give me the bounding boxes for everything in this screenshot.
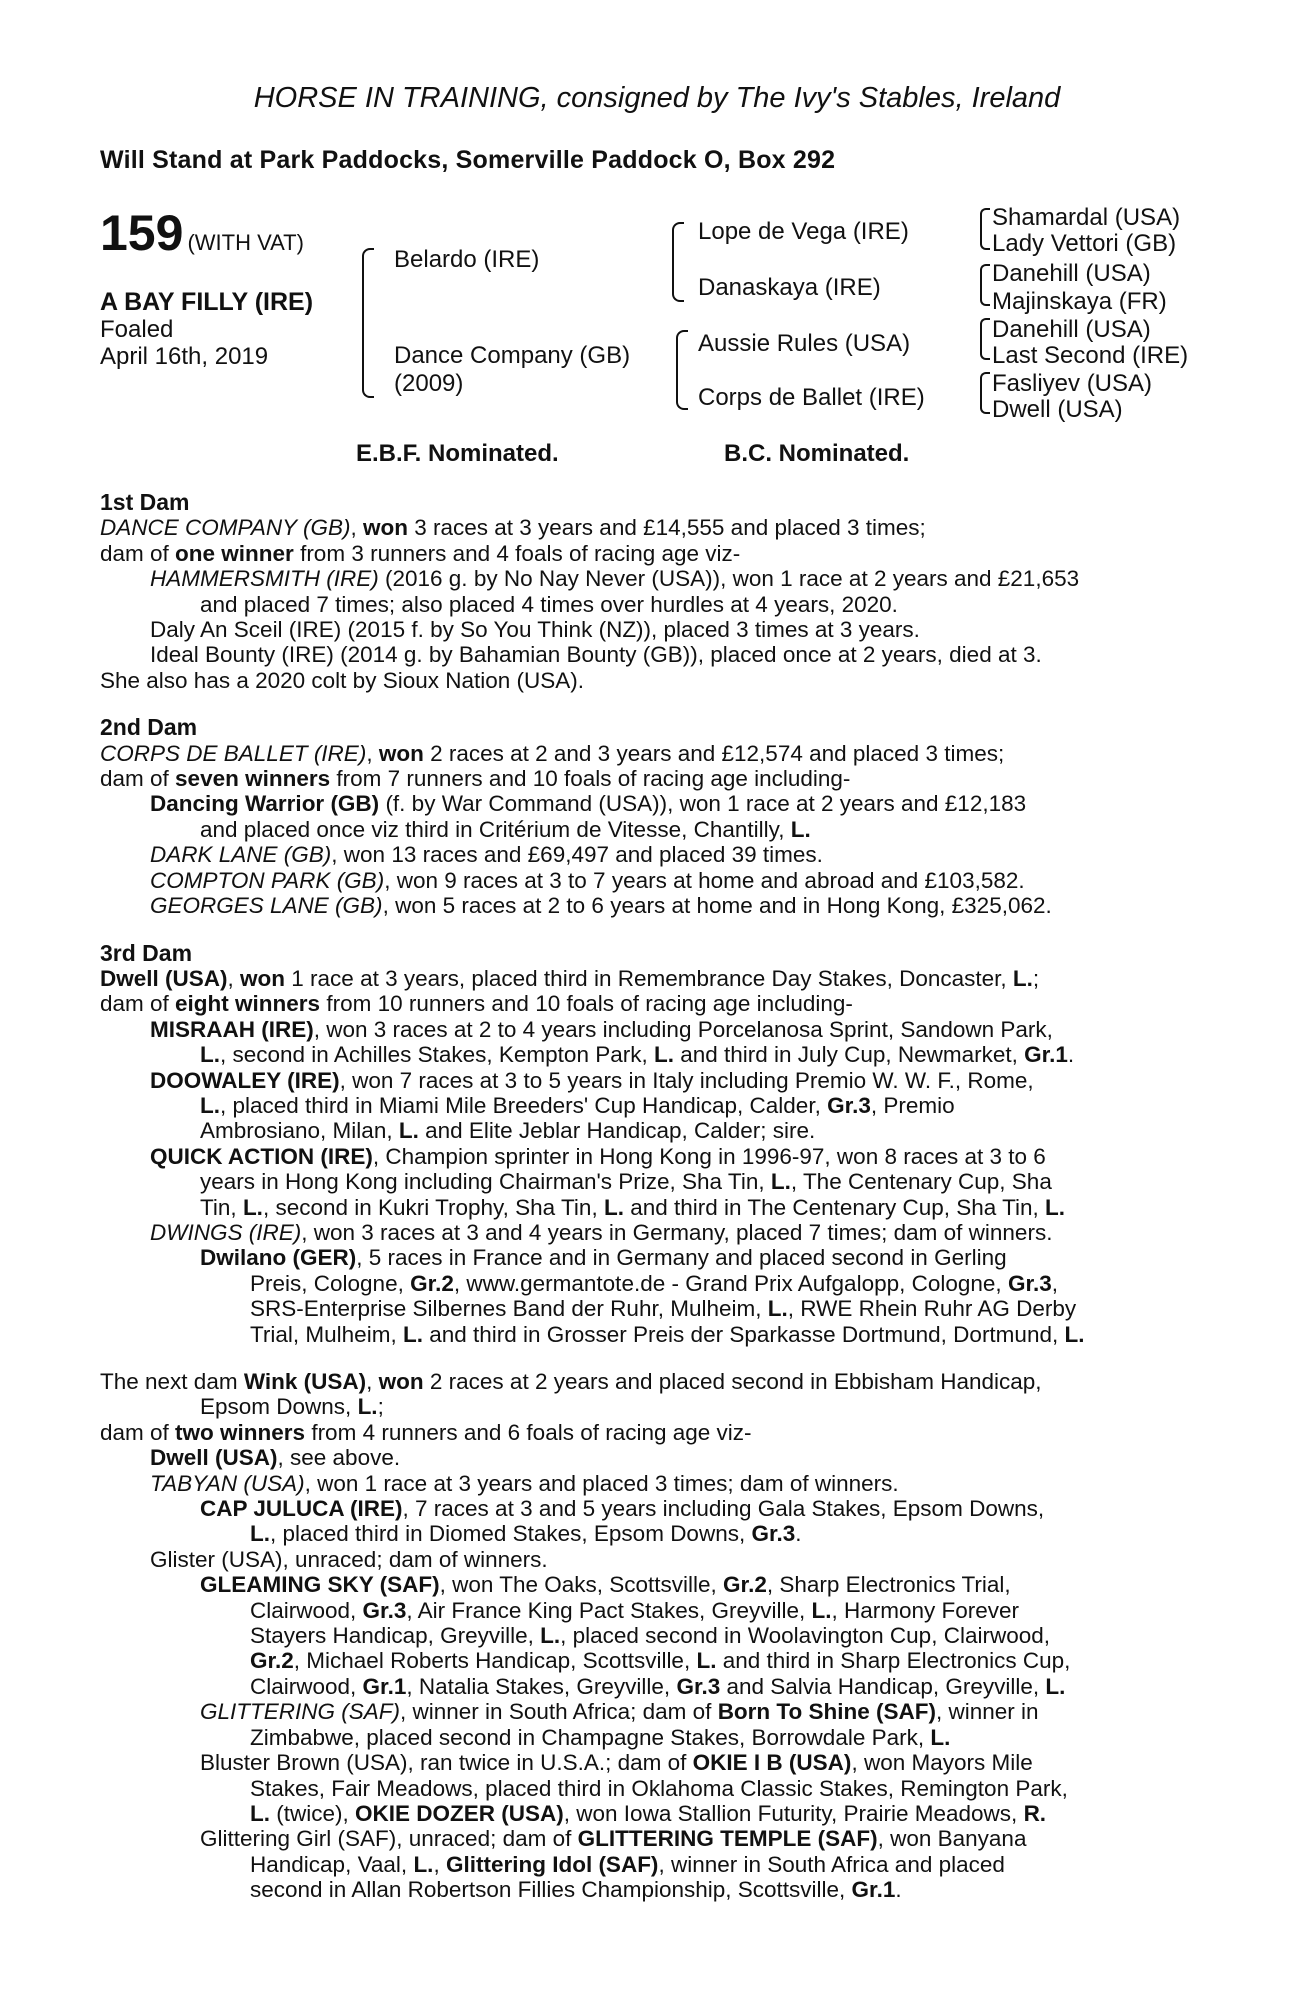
dam3-foal-doowaley-cont: L., placed third in Miami Mile Breeders' Cup Handicap, Calder, Gr.3, Premio — [200, 1092, 955, 1118]
dam2-foal-1-cont: and placed once viz third in Critérium de Vitesse, Chantilly, L. — [200, 816, 811, 842]
dam3-foal-misraah-cont: L., second in Achilles Stakes, Kempton Park, L. and third in July Cup, Newmarket, Gr.1. — [200, 1042, 1075, 1068]
dam-sire: Aussie Rules (USA) — [698, 330, 911, 357]
dam1-line: DANCE COMPANY (GB), won 3 races at 3 years and £14,555 and placed 3 times; — [100, 515, 926, 541]
dam3-foal-quick-action: QUICK ACTION (IRE), Champion sprinter in Hong Kong in 1996-97, won 8 races at 3 to 6 — [150, 1143, 1046, 1169]
dam2-title: 2nd Dam — [100, 714, 198, 741]
dds: Fasliyev (USA) — [992, 370, 1153, 397]
tabyan-foal-cap-juluca: CAP JULUCA (IRE), 7 races at 3 and 5 years including Gala Stakes, Epsom Downs, — [200, 1496, 1045, 1522]
dss: Danehill (USA) — [992, 316, 1151, 343]
dam2-line: CORPS DE BALLET (IRE), won 2 races at 2 and 3 years and £12,574 and placed 3 times; — [100, 740, 1005, 766]
foaled-info — [100, 316, 268, 370]
dam1-produce-line: dam of one winner from 3 runners and 4 foals of racing age viz- — [100, 540, 741, 566]
dam2-foal-1: Dancing Warrior (GB) (f. by War Command (USA)), won 1 race at 2 years and £12,183 — [150, 791, 1027, 817]
glister-foal-glittering: GLITTERING (SAF), winner in South Africa; dam of Born To Shine (SAF), winner in — [200, 1699, 1039, 1725]
lot-number-value: 159 — [100, 205, 184, 261]
dwings-foal-dwilano: Dwilano (GER), 5 races in France and in Germany and placed second in Gerling — [200, 1245, 1007, 1271]
gleaming-sky-cont4: Clairwood, Gr.1, Natalia Stakes, Greyville, Gr.3 and Salvia Handicap, Greyville, L. — [250, 1673, 1066, 1699]
glittering-girl-cont1: Handicap, Vaal, L., Glittering Idol (SAF), winner in South Africa and placed — [250, 1851, 1005, 1877]
dwilano-cont3: Trial, Mulheim, L. and third in Grosser Preis der Sparkasse Dortmund, Dortmund, L. — [250, 1321, 1085, 1347]
bc-nomination: B.C. Nominated. — [724, 440, 910, 467]
sire-brace — [672, 222, 684, 302]
ss-brace — [980, 208, 990, 250]
dam4-foal-glister: Glister (USA), unraced; dam of winners. — [150, 1546, 548, 1572]
dam4-produce-line: dam of two winners from 4 runners and 6 foals of racing age viz- — [100, 1419, 752, 1445]
consignor-header: HORSE IN TRAINING, consigned by The Ivy's Stables, Ireland — [253, 82, 1061, 114]
dsd: Last Second (IRE) — [992, 342, 1189, 369]
pedigree-main-brace — [362, 248, 374, 398]
glister-foal-bluster-brown: Bluster Brown (USA), ran twice in U.S.A.; dam of OKIE I B (USA), won Mayors Mile — [200, 1750, 1033, 1776]
dwilano-cont2: SRS-Enterprise Silbernes Band der Ruhr, Mulheim, L., RWE Rhein Ruhr AG Derby — [250, 1296, 1077, 1322]
dam3-produce-line: dam of eight winners from 10 runners and 10 foals of racing age including- — [100, 991, 853, 1017]
gleaming-sky-cont3: Gr.2, Michael Roberts Handicap, Scottsville, L. and third in Sharp Electronics Cup, — [250, 1648, 1071, 1674]
dam1-note: She also has a 2020 colt by Sioux Nation (USA). — [100, 667, 585, 693]
sss: Shamardal (USA) — [992, 204, 1181, 231]
dam-name: Dance Company (GB) — [394, 342, 631, 369]
ebf-nomination: E.B.F. Nominated. — [356, 440, 559, 467]
dd-brace — [980, 372, 990, 414]
sire-name: Belardo (IRE) — [394, 246, 540, 273]
dam4-foal-tabyan: TABYAN (USA), won 1 race at 3 years and placed 3 times; dam of winners. — [150, 1470, 899, 1496]
glister-foal-glittering-girl: Glittering Girl (SAF), unraced; dam of GLITTERING TEMPLE (SAF), won Banyana — [200, 1826, 1027, 1852]
dam3-foal-misraah: MISRAAH (IRE), won 3 races at 2 to 4 years including Porcelanosa Sprint, Sandown Park, — [150, 1016, 1053, 1042]
bluster-brown-cont1: Stakes, Fair Meadows, placed third in Oklahoma Classic Stakes, Remington Park, — [250, 1775, 1068, 1801]
glittering-girl-cont2: second in Allan Robertson Fillies Championship, Scottsville, Gr.1. — [250, 1877, 902, 1903]
foaled-date: April 16th, 2019 — [100, 343, 269, 370]
sdd: Majinskaya (FR) — [992, 288, 1167, 315]
dwilano-cont1: Preis, Cologne, Gr.2, www.germantote.de - Grand Prix Aufgalopp, Cologne, Gr.3, — [250, 1270, 1058, 1296]
sd-brace — [980, 264, 990, 306]
sds: Danehill (USA) — [992, 260, 1151, 287]
dam2-foal-4: GEORGES LANE (GB), won 5 races at 2 to 6 years at home and in Hong Kong, £325,062. — [150, 893, 1052, 919]
dam3-title: 3rd Dam — [100, 939, 193, 966]
dam2-produce-line: dam of seven winners from 7 runners and 10 foals of racing age including- — [100, 766, 851, 792]
gleaming-sky-cont2: Stayers Handicap, Greyville, L., placed second in Woolavington Cup, Clairwood, — [250, 1623, 1050, 1649]
sire-sire: Lope de Vega (IRE) — [698, 218, 909, 245]
produce-record — [100, 490, 1204, 1903]
dam1-foal-3: Ideal Bounty (IRE) (2014 g. by Bahamian Bounty (GB)), placed once at 2 years, died at 3. — [150, 642, 1042, 668]
ssd: Lady Vettori (GB) — [992, 230, 1177, 257]
glittering-cont: Zimbabwe, placed second in Champagne Stakes, Borrowdale Park, L. — [250, 1724, 951, 1750]
dam1-foal-1: HAMMERSMITH (IRE) (2016 g. by No Nay Never (USA)), won 1 race at 2 years and £21,653 — [150, 566, 1080, 592]
dam4-foal-dwell: Dwell (USA), see above. — [150, 1445, 401, 1471]
dam3-foal-doowaley: DOOWALEY (IRE), won 7 races at 3 to 5 years in Italy including Premio W. W. F., Rome, — [150, 1067, 1034, 1093]
dam3-foal-doowaley-cont2: Ambrosiano, Milan, L. and Elite Jeblar Handicap, Calder; sire. — [200, 1118, 816, 1144]
gleaming-sky-cont1: Clairwood, Gr.3, Air France King Pact Stakes, Greyville, L., Harmony Forever — [250, 1597, 1020, 1623]
dam-dam: Corps de Ballet (IRE) — [698, 384, 925, 411]
dam4-line-cont: Epsom Downs, L.; — [200, 1394, 384, 1420]
dam1-foal-1-cont: and placed 7 times; also placed 4 times over hurdles at 4 years, 2020. — [200, 591, 898, 617]
lot-number — [100, 204, 304, 262]
dam3-line: Dwell (USA), won 1 race at 3 years, placed third in Remembrance Day Stakes, Doncaster, L.; — [100, 965, 1040, 991]
dam2-foal-2: DARK LANE (GB), won 13 races and £69,497 and placed 39 times. — [150, 842, 823, 868]
horse-description: A BAY FILLY (IRE) — [100, 288, 314, 316]
dam3-foal-dwings: DWINGS (IRE), won 3 races at 3 and 4 years in Germany, placed 7 times; dam of winners. — [150, 1219, 1053, 1245]
glister-foal-gleaming-sky: GLEAMING SKY (SAF), won The Oaks, Scottsville, Gr.2, Sharp Electronics Trial, — [200, 1572, 1011, 1598]
foaled-label: Foaled — [100, 316, 174, 343]
sire-dam: Danaskaya (IRE) — [698, 274, 881, 301]
ds-brace — [980, 318, 990, 360]
dam-year: (2009) — [394, 370, 464, 397]
dam4-line: The next dam Wink (USA), won 2 races at 2 years and placed second in Ebbisham Handicap, — [100, 1369, 1042, 1394]
dam3-foal-quick-action-cont: years in Hong Kong including Chairman's Prize, Sha Tin, L., The Centenary Cup, Sha — [200, 1169, 1052, 1195]
vat-note: (WITH VAT) — [187, 230, 304, 255]
dam2-foal-3: COMPTON PARK (GB), won 9 races at 3 to 7 years at home and abroad and £103,582. — [150, 867, 1025, 893]
dam1-foal-2: Daly An Sceil (IRE) (2015 f. by So You Think (NZ)), placed 3 times at 3 years. — [150, 617, 920, 643]
dam1-title: 1st Dam — [100, 489, 190, 515]
cap-juluca-cont: L., placed third in Diomed Stakes, Epsom Downs, Gr.3. — [250, 1521, 802, 1547]
bluster-brown-cont2: L. (twice), OKIE DOZER (USA), won Iowa Stallion Futurity, Prairie Meadows, R. — [250, 1800, 1047, 1826]
dam-brace — [676, 330, 688, 410]
stand-location: Will Stand at Park Paddocks, Somerville Paddock O, Box 292 — [100, 146, 836, 174]
dam3-foal-quick-action-cont2: Tin, L., second in Kukri Trophy, Sha Tin, L. and third in The Centenary Cup, Sha Tin, L. — [200, 1194, 1066, 1220]
ddd: Dwell (USA) — [992, 396, 1123, 423]
